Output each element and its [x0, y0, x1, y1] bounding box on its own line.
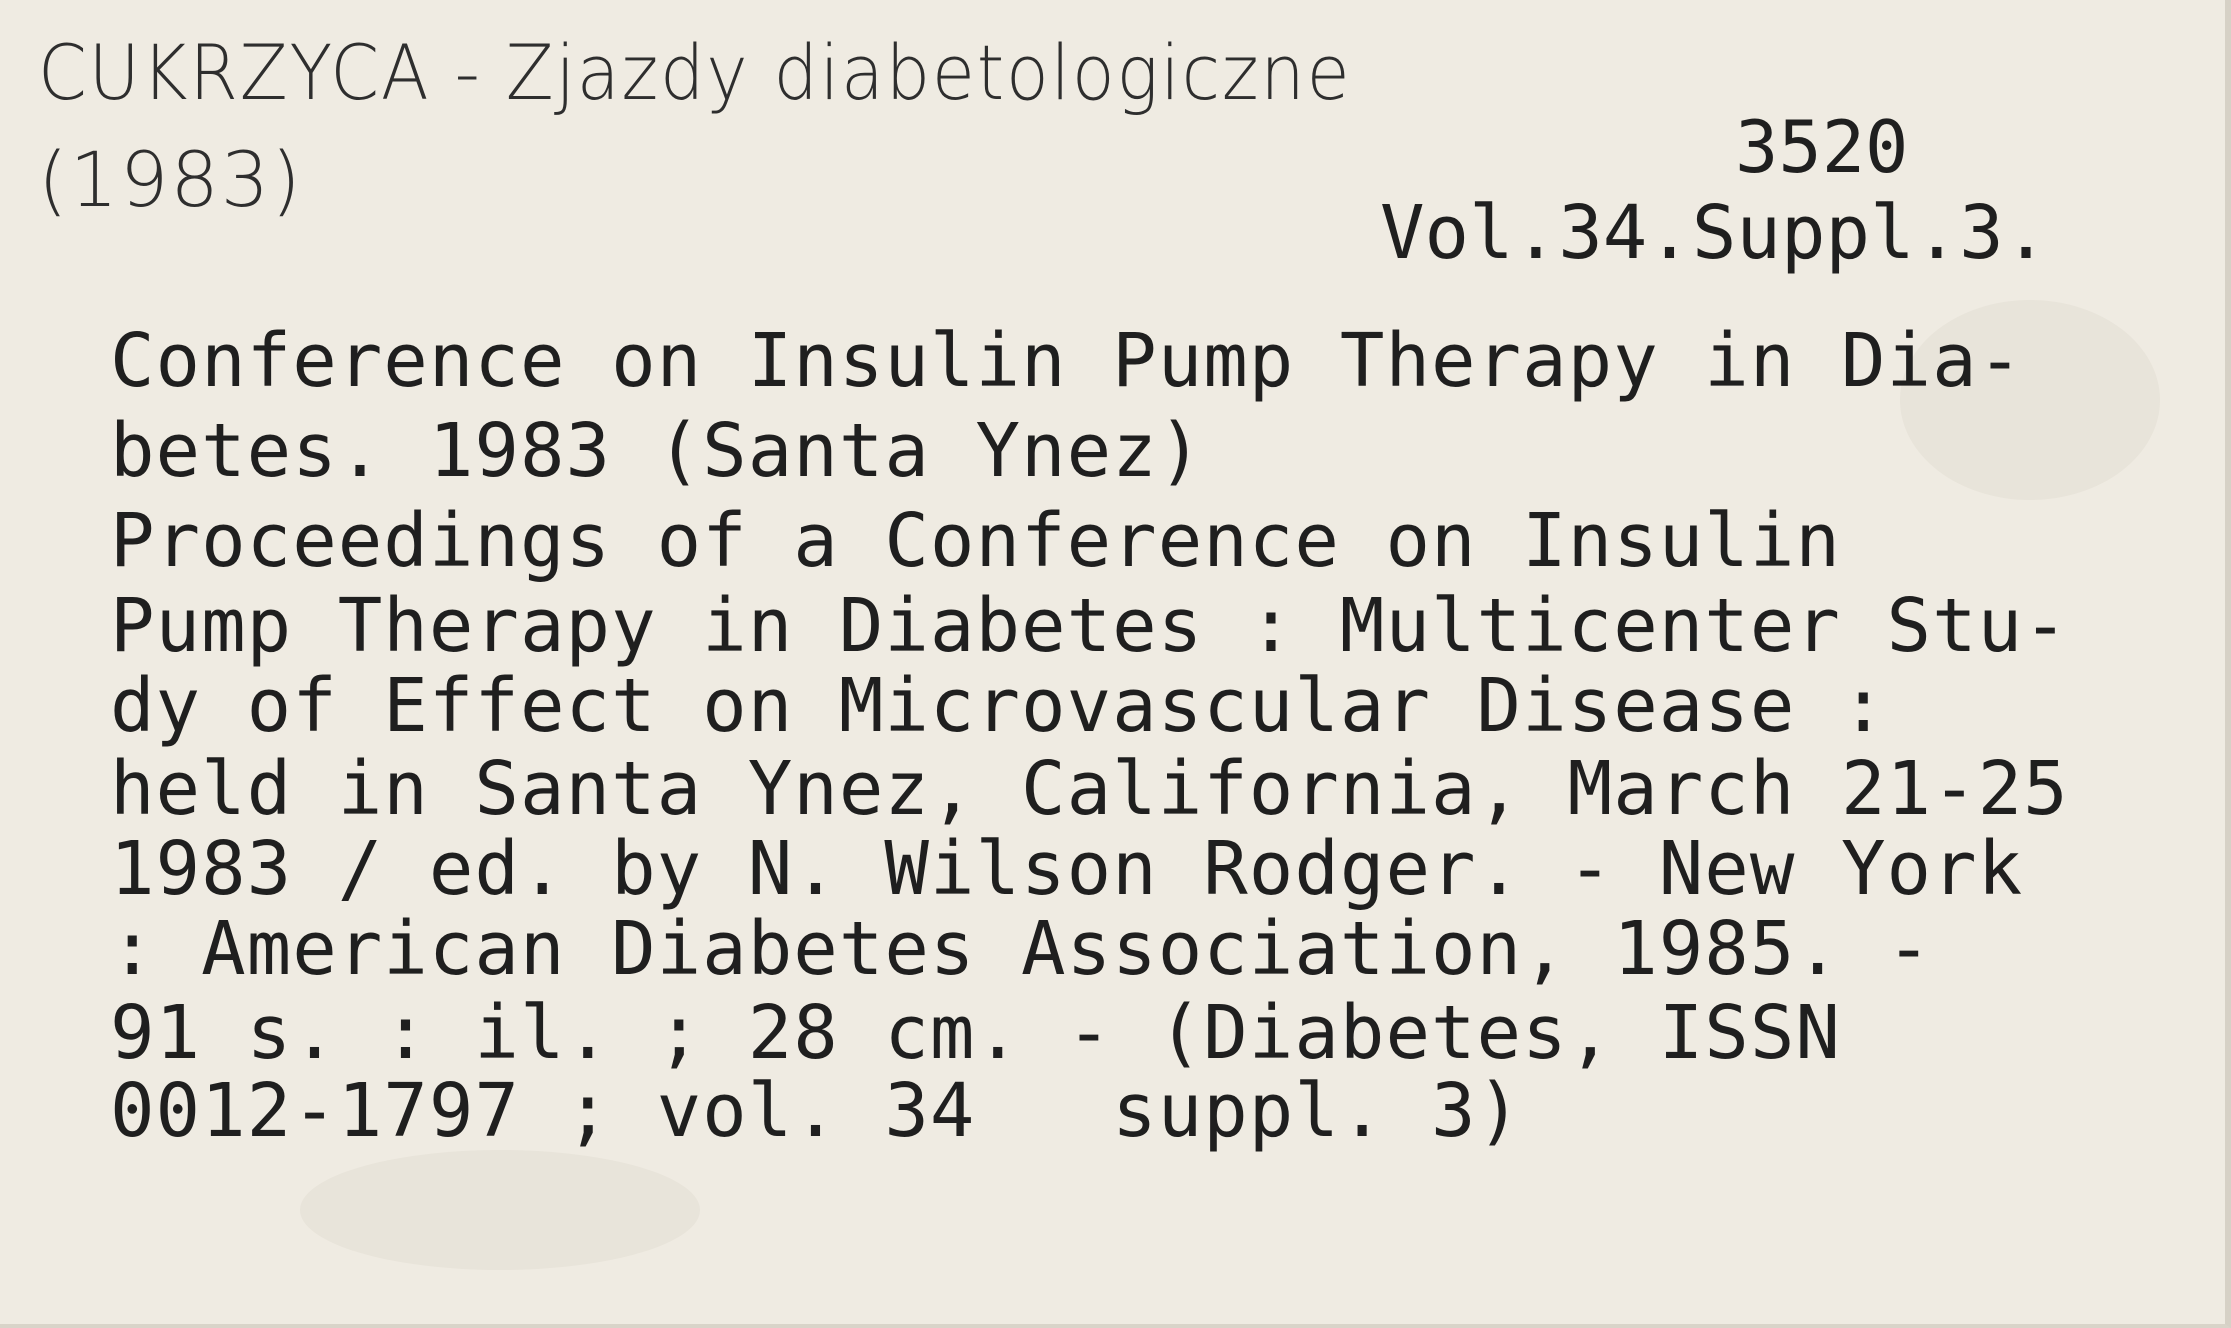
description-line: 0012-1797 ; vol. 34 suppl. 3) — [110, 1068, 1523, 1154]
volume-designation: Vol.34.Suppl.3. — [1380, 190, 2049, 276]
description-line: betes. 1983 (Santa Ynez) — [110, 408, 1204, 494]
description-line: held in Santa Ynez, California, March 21-25 — [110, 746, 2069, 832]
call-number: 3520 — [1735, 105, 1909, 189]
handwritten-year: (1983) — [38, 135, 303, 224]
handwritten-subject-heading: CUKRZYCA - Zjazdy diabetologiczne — [38, 28, 1352, 117]
description-line: : American Diabetes Association, 1985. - — [110, 906, 1933, 992]
description-line: Proceedings of a Conference on Insulin — [110, 498, 1841, 584]
description-line: Conference on Insulin Pump Therapy in Dia- — [110, 318, 2024, 404]
paper-stain — [300, 1150, 700, 1270]
description-line: Pump Therapy in Diabetes : Multicenter Stu- — [110, 583, 2069, 669]
description-line: 91 s. : il. ; 28 cm. - (Diabetes, ISSN — [110, 990, 1841, 1076]
description-line: 1983 / ed. by N. Wilson Rodger. - New York — [110, 826, 2024, 912]
description-line: dy of Effect on Microvascular Disease : — [110, 663, 1887, 749]
